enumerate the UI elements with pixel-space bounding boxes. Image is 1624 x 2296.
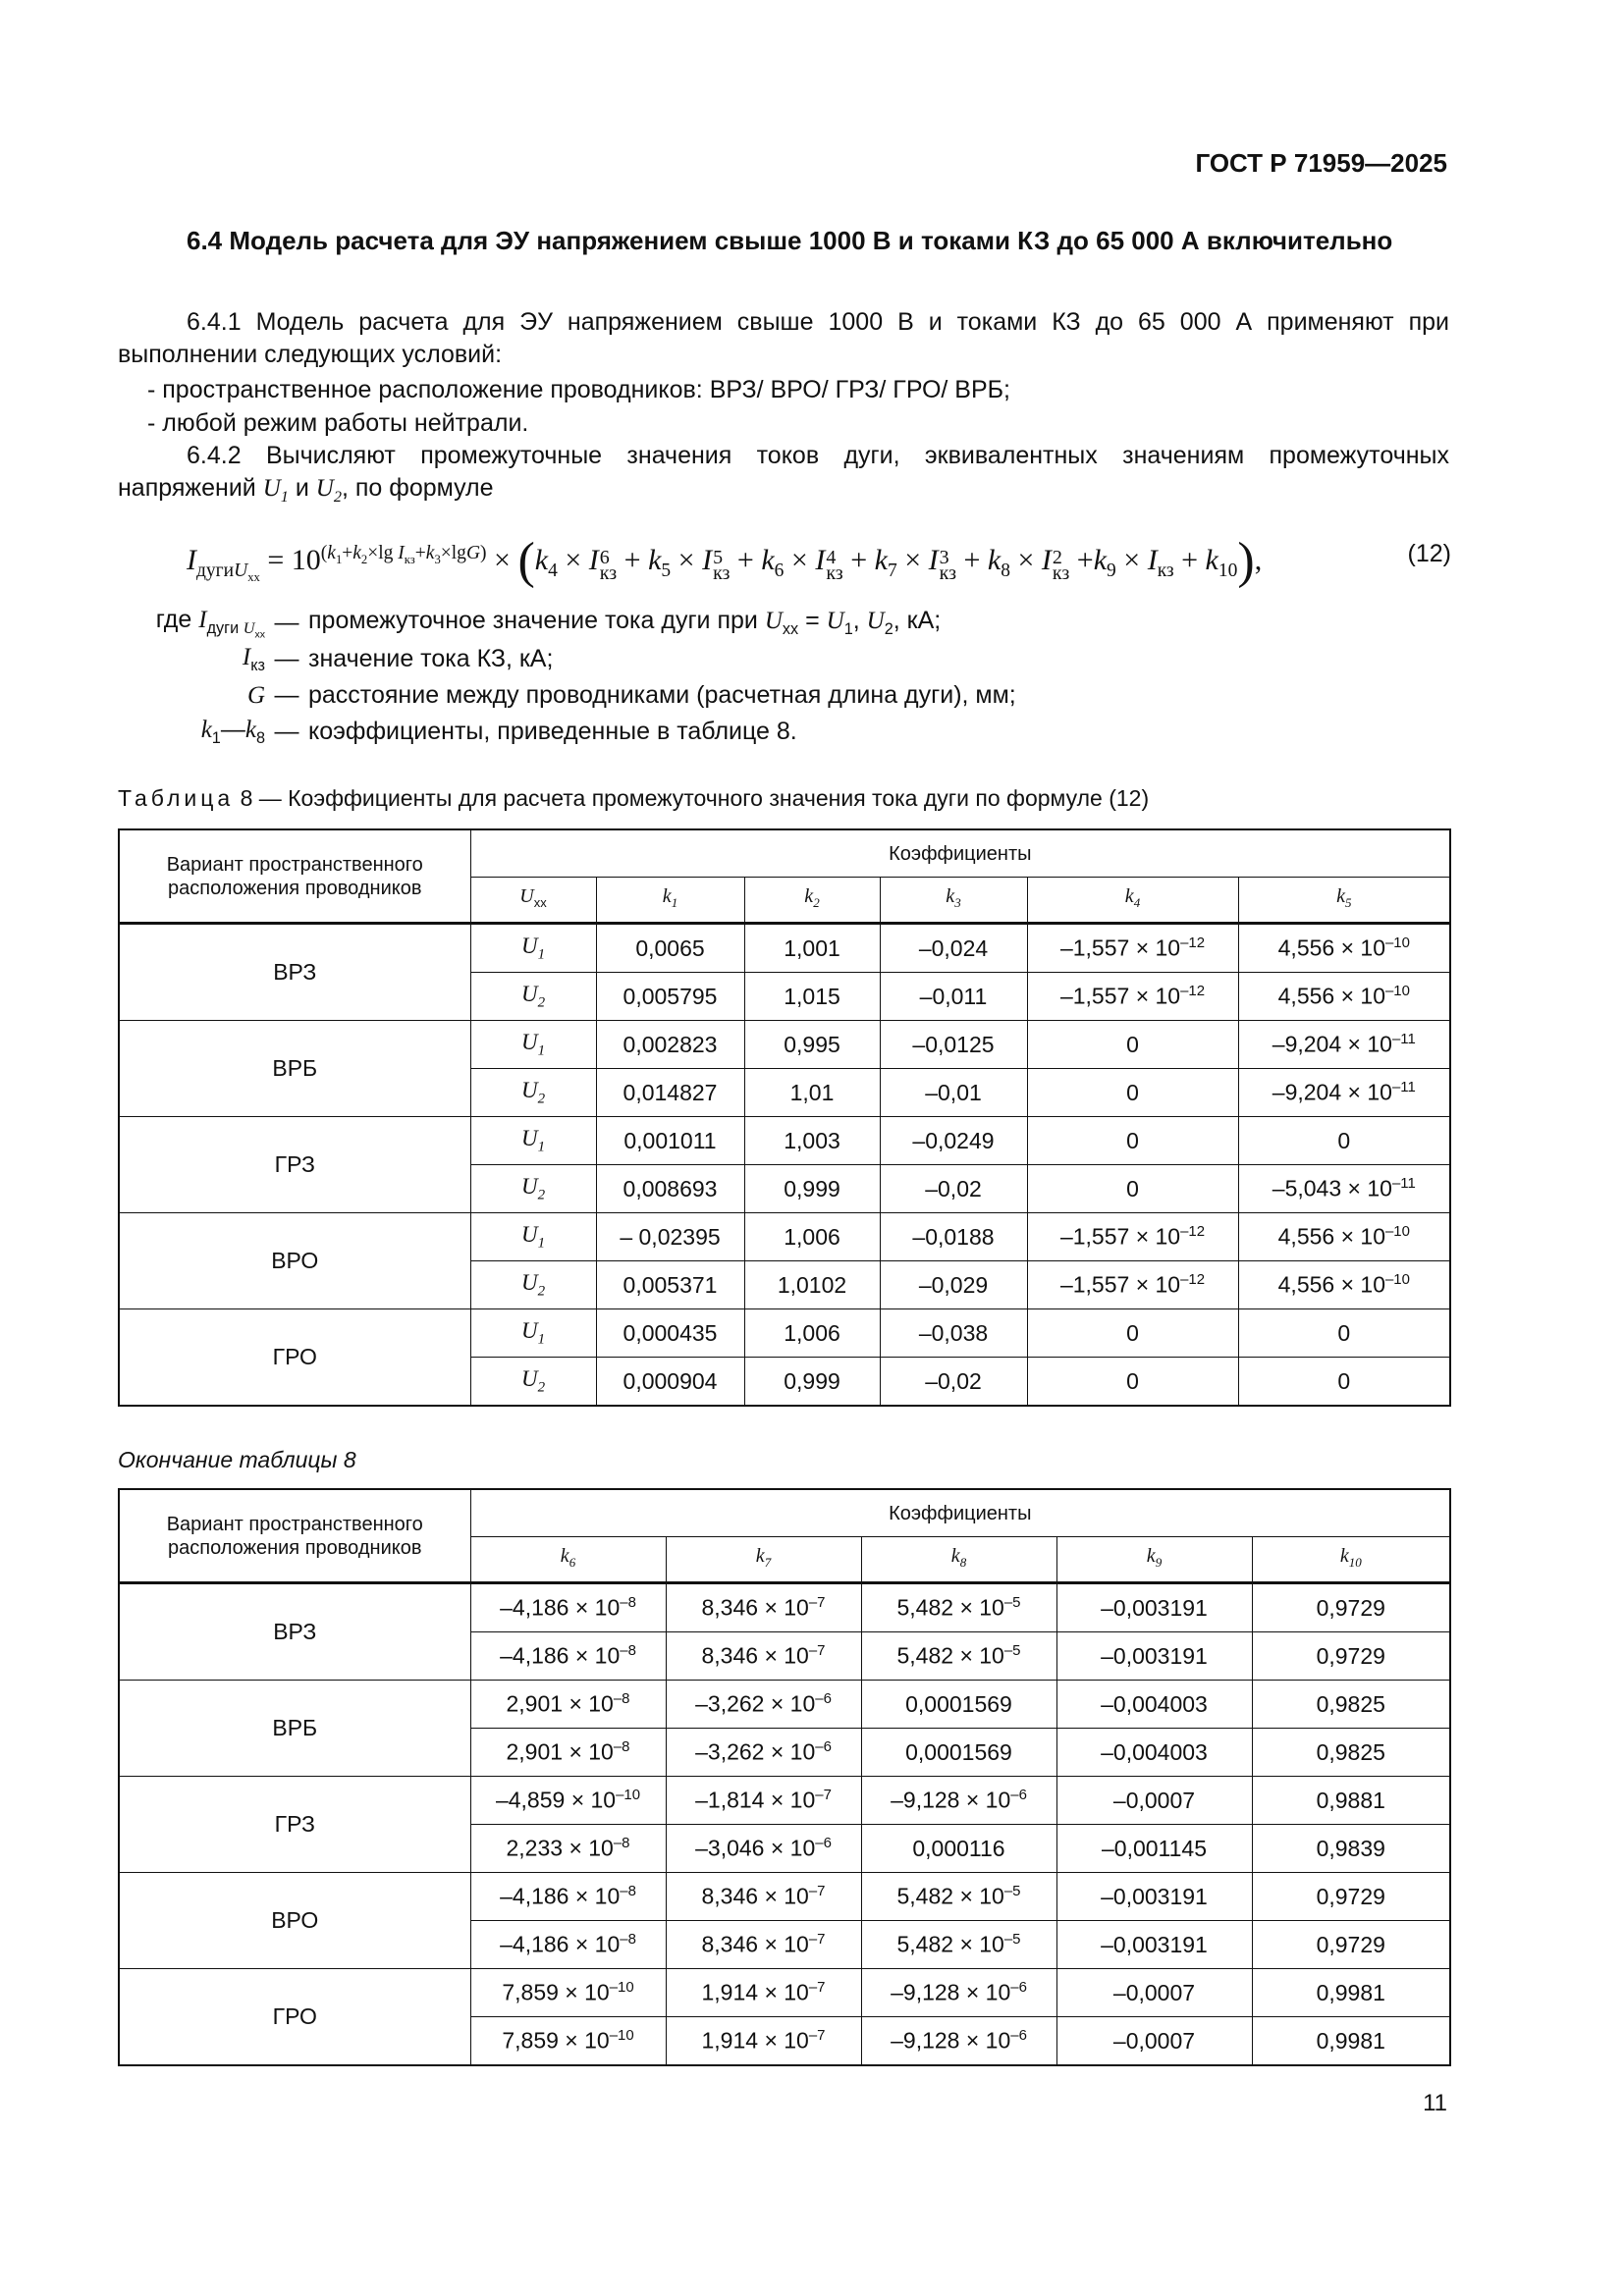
value-cell: 0,9729 <box>1252 1583 1450 1632</box>
bullet-conductor-layout: - пространственное расположение проводников: ВРЗ/ ВРО/ ГРЗ/ ГРО/ ВРБ; <box>147 376 1010 403</box>
value-exponent: –7 <box>808 1979 826 1997</box>
value-cell <box>1238 1021 1450 1069</box>
section-title: 6.4 Модель расчета для ЭУ напряжением свыше 1000 В и токами КЗ до 65 000 А включительно <box>187 226 1393 255</box>
value-cell <box>666 1873 861 1921</box>
paragraph-6-4-2-and: и <box>295 474 309 502</box>
legend-desc-short-circuit: значение тока КЗ, кА; <box>308 645 554 672</box>
value-cell: 1,006 <box>744 1309 880 1358</box>
value-cell <box>1027 1358 1238 1407</box>
value-cell: 0,999 <box>744 1358 880 1407</box>
column-header-k1: $k_1$ <box>596 878 744 924</box>
value-cell: 0,0065 <box>596 924 744 973</box>
table-row <box>119 1583 1450 1632</box>
variant-header: Вариант пространственного расположения проводников <box>119 1489 470 1583</box>
value-cell: –0,004003 <box>1056 1729 1252 1777</box>
value-exponent: –11 <box>1391 1079 1416 1096</box>
value-cell <box>666 1681 861 1729</box>
table-row <box>119 1969 1450 2017</box>
value-exponent: –7 <box>815 1787 832 1804</box>
paragraph-6-4-1: 6.4.1 Модель расчета для ЭУ напряжением свыше 1000 В и токами КЗ до 65 000 А применяют при выполнении следующих условий: <box>118 308 1449 368</box>
value-cell: 0,9839 <box>1252 1825 1450 1873</box>
value-exponent: –10 <box>609 1979 634 1997</box>
value-exponent: –11 <box>1391 1031 1416 1048</box>
value-mantissa: 5,482 × 10 <box>896 1931 1004 1957</box>
value-exponent: –12 <box>1180 1271 1206 1289</box>
coefficients-header: Коэффициенты <box>470 829 1450 878</box>
value-cell <box>861 1681 1056 1729</box>
bullet-neutral-mode: - любой режим работы нейтрали. <box>147 409 529 437</box>
value-cell <box>1027 973 1238 1021</box>
value-cell: –0,0188 <box>880 1213 1027 1261</box>
value-mantissa: 0,0001569 <box>905 1738 1012 1765</box>
value-cell: 0,000904 <box>596 1358 744 1407</box>
value-cell <box>1238 1213 1450 1261</box>
table-caption-word: Таблица <box>118 785 235 811</box>
value-exponent: –10 <box>1385 1223 1410 1241</box>
coefficients-table-k6-k10 <box>118 1488 1451 2066</box>
table-row <box>119 1777 1450 1825</box>
value-cell: 0,9981 <box>1252 1969 1450 2017</box>
voltage-cell: $U_2$ <box>470 1069 596 1117</box>
value-cell <box>1027 1261 1238 1309</box>
voltage-cell: $U_2$ <box>470 1165 596 1213</box>
value-cell: 1,003 <box>744 1117 880 1165</box>
value-cell <box>470 1632 666 1681</box>
table-row <box>119 924 1450 973</box>
value-mantissa: 8,346 × 10 <box>701 1642 809 1669</box>
value-cell: 0,002823 <box>596 1021 744 1069</box>
value-cell: 0,9729 <box>1252 1921 1450 1969</box>
value-mantissa: 7,859 × 10 <box>502 1979 610 2005</box>
value-mantissa: 0 <box>1337 1319 1351 1346</box>
column-header-k6: $k_6$ <box>470 1537 666 1583</box>
value-cell <box>470 2017 666 2066</box>
value-exponent: –12 <box>1180 1223 1206 1241</box>
variant-cell: ВРЗ <box>119 924 470 1021</box>
value-mantissa: 4,556 × 10 <box>1277 983 1385 1009</box>
value-cell: –0,0249 <box>880 1117 1027 1165</box>
value-cell <box>1027 1021 1238 1069</box>
value-exponent: –8 <box>613 1835 630 1852</box>
value-mantissa: –9,204 × 10 <box>1272 1079 1392 1105</box>
value-cell <box>666 2017 861 2066</box>
column-header-k10: $k_{10}$ <box>1252 1537 1450 1583</box>
value-cell: –0,003191 <box>1056 1873 1252 1921</box>
value-mantissa: 2,901 × 10 <box>506 1738 614 1765</box>
table-caption-text: 8 — Коэффициенты для расчета промежуточного значения тока дуги по формуле (12) <box>240 785 1150 811</box>
value-mantissa: 8,346 × 10 <box>701 1931 809 1957</box>
value-cell: 0,008693 <box>596 1165 744 1213</box>
value-mantissa: –4,186 × 10 <box>500 1883 621 1909</box>
value-cell: –0,001145 <box>1056 1825 1252 1873</box>
value-cell <box>861 1777 1056 1825</box>
value-exponent: –7 <box>808 1594 826 1612</box>
value-mantissa: –9,204 × 10 <box>1272 1031 1392 1057</box>
value-cell <box>1027 1117 1238 1165</box>
value-cell: 0,9881 <box>1252 1777 1450 1825</box>
value-mantissa: –1,557 × 10 <box>1059 1223 1181 1250</box>
value-mantissa: –1,557 × 10 <box>1059 934 1181 961</box>
value-cell <box>861 1921 1056 1969</box>
legend-row: где $I_{дуги U_{хх}}$ — промежуточное значение тока дуги при $U_{хх} = U_1$, $U_2$, кА; <box>155 605 942 641</box>
value-cell: –0,003191 <box>1056 1583 1252 1632</box>
value-cell: –0,003191 <box>1056 1632 1252 1681</box>
column-header-k9: $k_9$ <box>1056 1537 1252 1583</box>
paragraph-6-4-2-tail: , по формуле <box>341 474 494 502</box>
variant-cell: ВРЗ <box>119 1583 470 1681</box>
value-exponent: –5 <box>1003 1883 1021 1900</box>
value-mantissa: 5,482 × 10 <box>896 1883 1004 1909</box>
formula-expression: $I_{дугиU_{хх}} = 10^{(k_1+k_2\times lg I_{кз}+k_3\times lgG)} \times (k_4 \times I$ 6 кз + $k_5 \times I$ 5 кз + $k_6 \times I$ 4 кз + $k_7 \times I$ 3 кз + $k_8 \times I$ 2 кз $+k_9 \times I_{кз} + k_{10}$), <box>187 533 1263 589</box>
table-caption <box>118 785 1149 812</box>
value-exponent: –11 <box>1391 1175 1416 1193</box>
value-cell <box>1238 1165 1450 1213</box>
value-cell <box>666 1921 861 1969</box>
value-cell <box>470 1969 666 2017</box>
value-exponent: –8 <box>613 1738 630 1756</box>
value-cell: 0,9825 <box>1252 1729 1450 1777</box>
value-cell <box>1238 1069 1450 1117</box>
value-mantissa: –3,262 × 10 <box>695 1690 816 1717</box>
value-cell: –0,0007 <box>1056 2017 1252 2066</box>
value-cell: 0,9729 <box>1252 1632 1450 1681</box>
value-mantissa: –4,186 × 10 <box>500 1642 621 1669</box>
value-mantissa: 5,482 × 10 <box>896 1642 1004 1669</box>
value-mantissa: –1,814 × 10 <box>695 1787 816 1813</box>
table-row <box>119 1117 1450 1165</box>
value-cell <box>666 1777 861 1825</box>
variant-cell: ВРБ <box>119 1681 470 1777</box>
legend-row: $I_{кз}$ — значение тока КЗ, кА; <box>242 644 554 674</box>
value-mantissa: 2,901 × 10 <box>506 1690 614 1717</box>
value-mantissa: 8,346 × 10 <box>701 1883 809 1909</box>
value-mantissa: –1,557 × 10 <box>1059 1271 1181 1298</box>
variant-cell: ГРЗ <box>119 1777 470 1873</box>
column-header-uxx: $U_{хх}$ <box>470 878 596 924</box>
value-mantissa: –5,043 × 10 <box>1272 1175 1392 1201</box>
value-mantissa: –3,262 × 10 <box>695 1738 816 1765</box>
table-row <box>119 1681 1450 1729</box>
value-mantissa: 0 <box>1126 1127 1139 1153</box>
value-mantissa: 4,556 × 10 <box>1277 1223 1385 1250</box>
value-exponent: –6 <box>1010 1979 1027 1997</box>
legend-desc-arc-current: промежуточное значение тока дуги при <box>308 607 758 634</box>
value-cell <box>1238 924 1450 973</box>
value-cell: –0,02 <box>880 1165 1027 1213</box>
value-exponent: –10 <box>609 2027 634 2045</box>
value-cell: –0,004003 <box>1056 1681 1252 1729</box>
value-mantissa: 2,233 × 10 <box>506 1835 614 1861</box>
variant-cell: ГРО <box>119 1969 470 2066</box>
value-exponent: –6 <box>1010 2027 1027 2045</box>
value-cell: 0,9825 <box>1252 1681 1450 1729</box>
value-cell: 0,995 <box>744 1021 880 1069</box>
column-header-k8: $k_8$ <box>861 1537 1056 1583</box>
value-cell: 0,9981 <box>1252 2017 1450 2066</box>
value-cell <box>1027 1069 1238 1117</box>
value-cell: 1,01 <box>744 1069 880 1117</box>
value-cell: –0,01 <box>880 1069 1027 1117</box>
value-exponent: –12 <box>1180 983 1206 1000</box>
value-cell: 0,014827 <box>596 1069 744 1117</box>
value-cell <box>1238 973 1450 1021</box>
value-cell <box>1027 1309 1238 1358</box>
value-cell <box>861 2017 1056 2066</box>
value-exponent: –6 <box>815 1690 832 1708</box>
value-mantissa: –3,046 × 10 <box>695 1835 816 1861</box>
value-mantissa: 5,482 × 10 <box>896 1594 1004 1621</box>
value-exponent: –5 <box>1003 1931 1021 1949</box>
value-cell: – 0,02395 <box>596 1213 744 1261</box>
value-cell <box>1238 1261 1450 1309</box>
column-header-k2: $k_2$ <box>744 878 880 924</box>
value-cell: –0,029 <box>880 1261 1027 1309</box>
variant-cell: ВРО <box>119 1213 470 1309</box>
column-header-k7: $k_7$ <box>666 1537 861 1583</box>
value-mantissa: 1,914 × 10 <box>701 2027 809 2054</box>
value-cell: –0,011 <box>880 973 1027 1021</box>
table-row <box>119 1309 1450 1358</box>
variant-header: Вариант пространственного расположения проводников <box>119 829 470 924</box>
value-mantissa: –1,557 × 10 <box>1059 983 1181 1009</box>
value-exponent: –7 <box>808 1883 826 1900</box>
value-cell: –0,003191 <box>1056 1921 1252 1969</box>
paragraph-6-4-2-text: 6.4.2 Вычисляют промежуточные значения токов дуги, эквивалентных значениям промежуточных напряжений <box>118 442 1449 502</box>
value-cell <box>861 1729 1056 1777</box>
value-cell <box>666 1729 861 1777</box>
value-cell <box>861 1583 1056 1632</box>
voltage-cell: $U_1$ <box>470 1309 596 1358</box>
value-cell <box>470 1681 666 1729</box>
value-cell: –0,038 <box>880 1309 1027 1358</box>
legend-row: $k_1—k_8$ — коэффициенты, приведенные в таблице 8. <box>200 716 797 747</box>
value-mantissa: 4,556 × 10 <box>1277 934 1385 961</box>
value-exponent: –10 <box>1385 983 1410 1000</box>
value-exponent: –7 <box>808 1642 826 1660</box>
value-cell: 1,015 <box>744 973 880 1021</box>
legend-row: G — расстояние между проводниками (расчетная длина дуги), мм; <box>246 681 1016 709</box>
value-mantissa: 7,859 × 10 <box>502 2027 610 2054</box>
value-mantissa: 0 <box>1126 1367 1139 1394</box>
value-mantissa: 0 <box>1337 1367 1351 1394</box>
continuation-caption: Окончание таблицы 8 <box>118 1447 356 1472</box>
variant-cell: ГРЗ <box>119 1117 470 1213</box>
voltage-cell: $U_2$ <box>470 1261 596 1309</box>
value-cell: 1,001 <box>744 924 880 973</box>
value-cell <box>861 1873 1056 1921</box>
value-cell: –0,02 <box>880 1358 1027 1407</box>
value-cell: 0,000435 <box>596 1309 744 1358</box>
value-mantissa: 0 <box>1126 1319 1139 1346</box>
value-cell: 0,001011 <box>596 1117 744 1165</box>
value-cell <box>861 1969 1056 2017</box>
legend-desc-coefficients: коэффициенты, приведенные в таблице 8. <box>308 718 797 745</box>
voltage-cell: $U_2$ <box>470 1358 596 1407</box>
variant-cell: ВРО <box>119 1873 470 1969</box>
value-exponent: –10 <box>1385 1271 1410 1289</box>
value-exponent: –8 <box>620 1594 636 1612</box>
value-mantissa: –9,128 × 10 <box>891 2027 1011 2054</box>
voltage-cell: $U_1$ <box>470 1213 596 1261</box>
value-exponent: –5 <box>1003 1642 1021 1660</box>
voltage-cell: $U_1$ <box>470 1021 596 1069</box>
value-mantissa: 0 <box>1337 1127 1351 1153</box>
value-mantissa: 0,000116 <box>912 1835 1005 1861</box>
value-exponent: –6 <box>1010 1787 1027 1804</box>
value-exponent: –8 <box>620 1931 636 1949</box>
variant-cell: ГРО <box>119 1309 470 1407</box>
value-cell <box>666 1825 861 1873</box>
value-exponent: –12 <box>1180 934 1206 952</box>
coefficients-header: Коэффициенты <box>470 1489 1450 1537</box>
formula-legend <box>118 605 1016 750</box>
document-code: ГОСТ Р 71959—2025 <box>1195 148 1447 178</box>
table-row <box>119 1021 1450 1069</box>
value-cell <box>470 1729 666 1777</box>
value-cell <box>1027 1165 1238 1213</box>
value-cell <box>1238 1309 1450 1358</box>
value-cell <box>1238 1358 1450 1407</box>
value-cell <box>470 1873 666 1921</box>
legend-desc-gap: расстояние между проводниками (расчетная длина дуги), мм; <box>308 681 1016 709</box>
value-cell: 0,9729 <box>1252 1873 1450 1921</box>
value-cell: –0,0125 <box>880 1021 1027 1069</box>
value-cell <box>1027 1213 1238 1261</box>
value-mantissa: –4,186 × 10 <box>500 1594 621 1621</box>
value-cell <box>470 1825 666 1873</box>
value-mantissa: 0 <box>1126 1031 1139 1057</box>
value-mantissa: –4,186 × 10 <box>500 1931 621 1957</box>
value-mantissa: 4,556 × 10 <box>1277 1271 1385 1298</box>
table-row <box>119 1873 1450 1921</box>
value-exponent: –10 <box>616 1787 641 1804</box>
value-cell: –0,0007 <box>1056 1777 1252 1825</box>
value-cell: 0,005371 <box>596 1261 744 1309</box>
value-exponent: –8 <box>613 1690 630 1708</box>
value-cell <box>666 1969 861 2017</box>
value-cell <box>1238 1117 1450 1165</box>
column-header-k3: $k_3$ <box>880 878 1027 924</box>
value-exponent: –8 <box>620 1642 636 1660</box>
value-exponent: –7 <box>808 2027 826 2045</box>
value-mantissa: –4,859 × 10 <box>495 1787 617 1813</box>
voltage-cell: $U_2$ <box>470 973 596 1021</box>
value-exponent: –10 <box>1385 934 1410 952</box>
value-mantissa: 8,346 × 10 <box>701 1594 809 1621</box>
value-mantissa: –9,128 × 10 <box>891 1787 1011 1813</box>
formula-number: (12) <box>1407 540 1451 567</box>
column-header-k4: $k_4$ <box>1027 878 1238 924</box>
value-cell: –0,024 <box>880 924 1027 973</box>
value-cell: 1,006 <box>744 1213 880 1261</box>
page-number: 11 <box>1423 2090 1447 2116</box>
value-cell <box>470 1921 666 1969</box>
value-exponent: –7 <box>808 1931 826 1949</box>
voltage-cell: $U_1$ <box>470 1117 596 1165</box>
voltage-cell: $U_1$ <box>470 924 596 973</box>
value-cell <box>861 1825 1056 1873</box>
paragraph-6-4-2: 6.4.2 Вычисляют промежуточные значения токов дуги, эквивалентных значениям промежуточных напряжений $U_1$ и $U_2$, по формуле <box>118 442 1449 506</box>
value-cell: –0,0007 <box>1056 1969 1252 2017</box>
value-exponent: –6 <box>815 1738 832 1756</box>
value-cell <box>666 1583 861 1632</box>
value-mantissa: 1,914 × 10 <box>701 1979 809 2005</box>
value-cell: 0,999 <box>744 1165 880 1213</box>
value-cell <box>861 1632 1056 1681</box>
value-cell <box>470 1583 666 1632</box>
formula-12 <box>187 520 1451 589</box>
legend-where: где <box>155 605 192 633</box>
value-exponent: –6 <box>815 1835 832 1852</box>
value-cell: 0,005795 <box>596 973 744 1021</box>
value-exponent: –5 <box>1003 1594 1021 1612</box>
value-mantissa: 0 <box>1126 1079 1139 1105</box>
column-header-k5: $k_5$ <box>1238 878 1450 924</box>
value-mantissa: –9,128 × 10 <box>891 1979 1011 2005</box>
variant-cell: ВРБ <box>119 1021 470 1117</box>
value-cell <box>470 1777 666 1825</box>
value-mantissa: 0,0001569 <box>905 1690 1012 1717</box>
value-cell <box>1027 924 1238 973</box>
value-mantissa: 0 <box>1126 1175 1139 1201</box>
table-row <box>119 1213 1450 1261</box>
coefficients-table-k1-k5 <box>118 828 1451 1407</box>
value-cell: 1,0102 <box>744 1261 880 1309</box>
value-cell <box>666 1632 861 1681</box>
value-exponent: –8 <box>620 1883 636 1900</box>
